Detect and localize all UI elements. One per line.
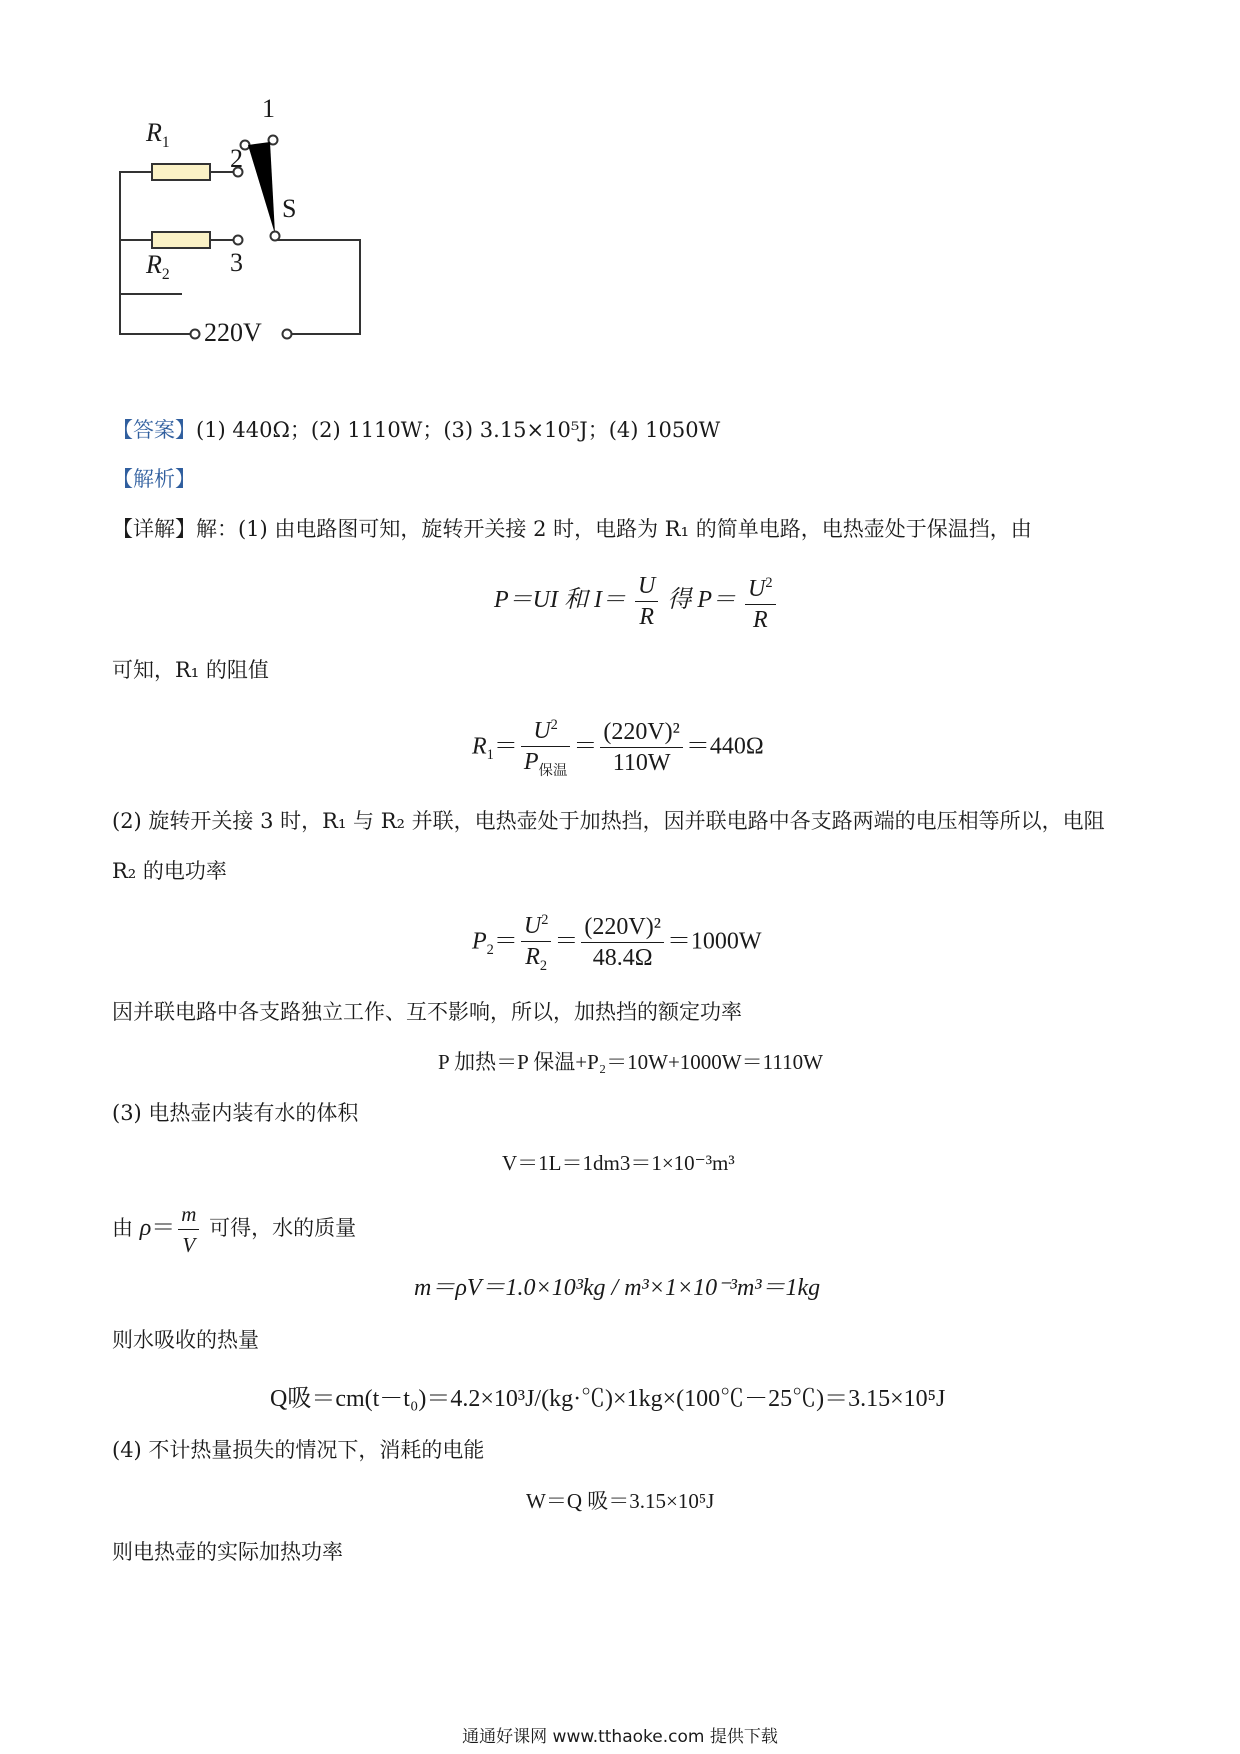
equation-7: m＝ρV＝1.0×10³kg / m³×1×10⁻³m³＝1kg [414, 1275, 821, 1301]
fraction-u2-over-pbw: $\frac{U^2}{P_{保温}}$ [521, 710, 570, 786]
answer-line [112, 415, 720, 445]
fraction-u-over-r: $\frac{U}{R}$ [635, 571, 658, 632]
fraction-u2-over-r2: $\frac{U^2}{R_2}$ [521, 905, 552, 981]
terminal-3-dot [234, 236, 243, 245]
supply-right-dot [283, 330, 292, 339]
equation-4: P 加热＝P 保温+P₂＝10W+1000W＝1110W [438, 1050, 823, 1074]
equation-8: Q吸＝cm(t－t₀)＝4.2×10³J/(kg·℃)×1kg×(100℃－25℃)＝3.15×10⁵J [270, 1386, 946, 1412]
resistor-r2 [152, 232, 210, 248]
fraction-m-over-v: $\frac{m}{V}$ [178, 1199, 199, 1260]
supply-left-dot [191, 330, 200, 339]
supply-label: 220V [204, 318, 262, 347]
detail-p3: (2) 旋转开关接 3 时，R₁ 与 R₂ 并联，电热壶处于加热挡，因并联电路中各支路两端的电压相等所以，电阻 R₂ 的电功率 [112, 809, 1105, 883]
density-formula: ρ＝ $\frac{m}{V}$ [140, 1215, 203, 1241]
detail-p9: 则电热壶的实际加热功率 [112, 1540, 343, 1564]
terminal-3-label: 3 [230, 248, 243, 277]
terminal-1-label: 1 [262, 94, 275, 123]
equation-9: W＝Q 吸＝3.15×10⁵J [526, 1489, 715, 1513]
circuit-svg [100, 100, 380, 350]
fraction-220-over-48: $\frac{\text{(220V)²}}{48.4\Omega}$ [581, 912, 664, 973]
r2-label: $R_2$ [146, 250, 170, 284]
fraction-u2-over-r: $\frac{U^2}{R}$ [745, 568, 776, 635]
detail-p5: (3) 电热壶内装有水的体积 [112, 1101, 359, 1125]
detail-p7: 则水吸收的热量 [112, 1328, 259, 1352]
analysis-tag: 【解析】 [112, 467, 196, 491]
detail-p4: 因并联电路中各支路独立工作、互不影响，所以，加热挡的额定功率 [112, 1000, 742, 1024]
terminal-2-label: 2 [230, 144, 243, 173]
detail-p8: (4) 不计热量损失的情况下，消耗的电能 [112, 1438, 485, 1462]
detail-p1: 【详解】解：(1) 由电路图可知，旋转开关接 2 时，电路为 R₁ 的简单电路，电热壶处于保温挡，由 [112, 517, 1032, 541]
answer-text: (1) 440Ω；(2) 1110W；(3) 3.15×10⁵J；(4) 1050W [196, 418, 721, 442]
detail-p6: 由 ρ＝ $\frac{m}{V}$ 可得，水的质量 [112, 1198, 356, 1260]
circuit-diagram [100, 94, 380, 350]
equation-3: $P_2=$ $\frac{U^2}{R_2}$ ＝ $\frac{\text{(220V)²}}{48.4\Omega}$ ＝1000W [472, 905, 762, 981]
equation-5: V＝1L＝1dm3＝1×10⁻³m³ [502, 1151, 735, 1175]
equation-2: $R_1=$ $\frac{U^2}{P_{保温}}$ ＝ $\frac{\text{(220V)²}}{110W}$ ＝440Ω [472, 710, 764, 786]
switch-label: S [282, 194, 297, 223]
page-footer: 通通好课网 www.tthaoke.com 提供下载 [462, 1727, 778, 1747]
fraction-220-over-110: $\frac{\text{(220V)²}}{110W}$ [600, 717, 683, 778]
wire-bottom-left [120, 294, 190, 334]
switch-blade [248, 142, 275, 234]
answer-tag: 【答案】 [112, 418, 196, 442]
detail-p2: 可知，R₁ 的阻值 [112, 658, 269, 682]
switch-pivot-dot [271, 232, 280, 241]
equation-1: P＝UI 和 I＝ $\frac{U}{R}$ 得 P＝ $\frac{U^2}{R}$ [494, 568, 779, 635]
detail-tag: 【详解】 [112, 517, 196, 541]
wire-right [275, 240, 360, 334]
resistor-r1 [152, 164, 210, 180]
r1-label: $R_1$ [146, 118, 170, 152]
